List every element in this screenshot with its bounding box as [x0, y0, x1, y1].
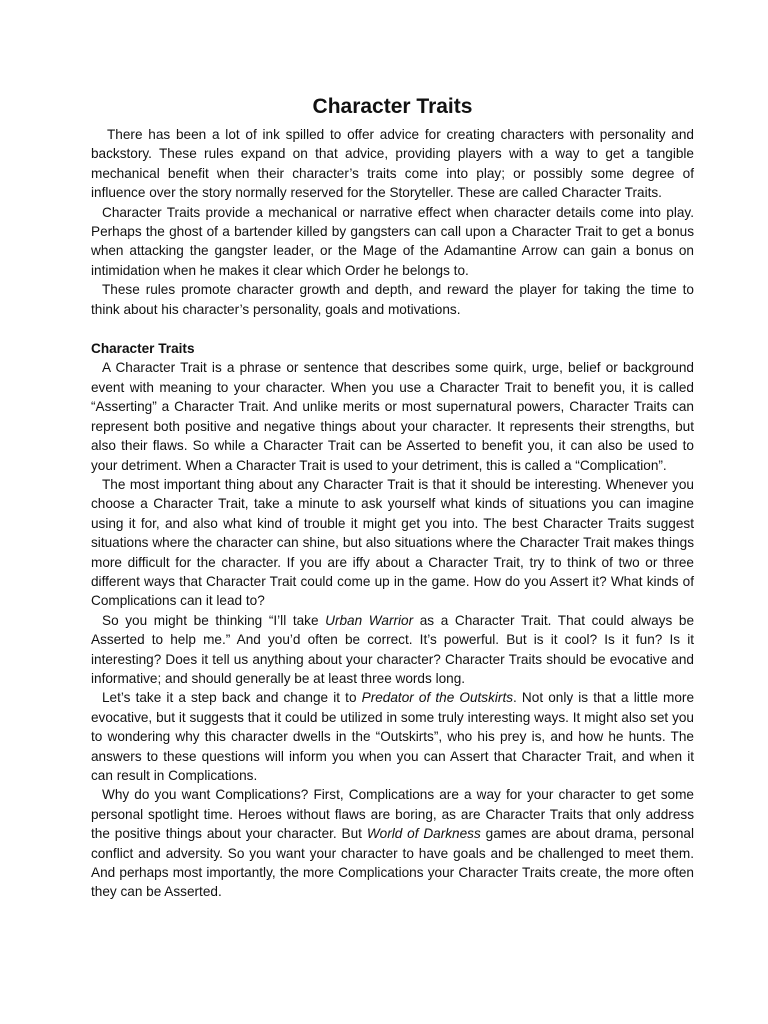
intro-paragraph-3: These rules promote character growth and depth, and reward the player for taking the time to think about his character’s personality, goals and motivations. [91, 282, 694, 317]
section-paragraph-5 [91, 785, 694, 901]
section-heading: Character Traits [91, 341, 195, 357]
paragraph-text: games are about drama, personal conflict and adversity. So you want your character to have goals and be challenged to meet them. And perhaps most importantly, the more Complications your Character Traits create, the more often they can be Asserted. [91, 826, 694, 900]
section-paragraph-3 [91, 611, 694, 689]
document-page [91, 93, 694, 902]
emphasis-text: Urban Warrior [325, 612, 414, 628]
page-title: Character Traits [312, 95, 473, 118]
paragraph-text: as a Character Trait. That could always be Asserted to help me.” And you’d often be correct. It’s powerful. But is it cool? Is it fun? Is it interesting? Does it tell us anything about your character? Character Traits should be evocative and informative; and should generally be at least three words long. [91, 612, 694, 686]
paragraph-text: Why do you want Complications? First, Complications are a way for your character to get some personal spotlight time. Heroes without flaws are boring, as are Character Traits that only address the positive things about your character. But [91, 787, 694, 842]
paragraph-text: Let’s take it a step back and change it to [102, 690, 362, 706]
emphasis-text: World of Darkness [366, 826, 481, 842]
section-paragraph-4 [91, 688, 694, 785]
paragraph-text: . Not only is that a little more evocative, but it suggests that it could be utilized in some truly interesting ways. It might also set you to wondering why this character dwells in the “Outskirts”, who his prey is, and how he hunts. The answers to these questions will inform you when you can Assert that Character Trait, and when it can result in Complications. [91, 690, 694, 783]
emphasis-text: Predator of the Outskirts [361, 690, 514, 706]
section-paragraph-2: The most important thing about any Character Trait is that it should be interesting. Whenever you choose a Character Trait, take a minute to ask yourself what kinds of situations you can imagine using it for, and also what kind of trouble it might get you into. The best Character Traits suggest situations where the character can shine, but also situations where the Character Trait makes things more difficult for the character. If you are iffy about a Character Trait, try to think of two or three different ways that Character Trait could come up in the game. How do you Assert it? What kinds of Complications can it lead to? [91, 476, 694, 609]
paragraph-text: So you might be thinking “I’ll take [102, 612, 326, 628]
intro-paragraph-1: There has been a lot of ink spilled to offer advice for creating characters with personality and backstory. These rules expand on that advice, providing players with a way to get a tangible mechanical benefit when their character’s traits come into play; or possibly some degree of influence over the story normally reserved for the Storyteller. These are called Character Traits. [91, 127, 694, 201]
intro-paragraph-2: Character Traits provide a mechanical or narrative effect when character details come into play. Perhaps the ghost of a bartender killed by gangsters can call upon a Character Trait to get a bonus when attacking the gangster leader, or the Mage of the Adamantine Arrow can gain a bonus on intimidation when he makes it clear which Order he belongs to. [91, 204, 694, 278]
section-paragraph-1: A Character Trait is a phrase or sentence that describes some quirk, urge, belief or background event with meaning to your character. When you use a Character Trait to benefit you, it is called “Asserting” a Character Trait. And unlike merits or most supernatural powers, Character Traits can represent both positive and negative things about your character. It represents their strengths, but also their flaws. So while a Character Trait can be Asserted to benefit you, it can also be used to your detriment. When a Character Trait is used to your detriment, this is called a “Complication”. [91, 360, 694, 473]
